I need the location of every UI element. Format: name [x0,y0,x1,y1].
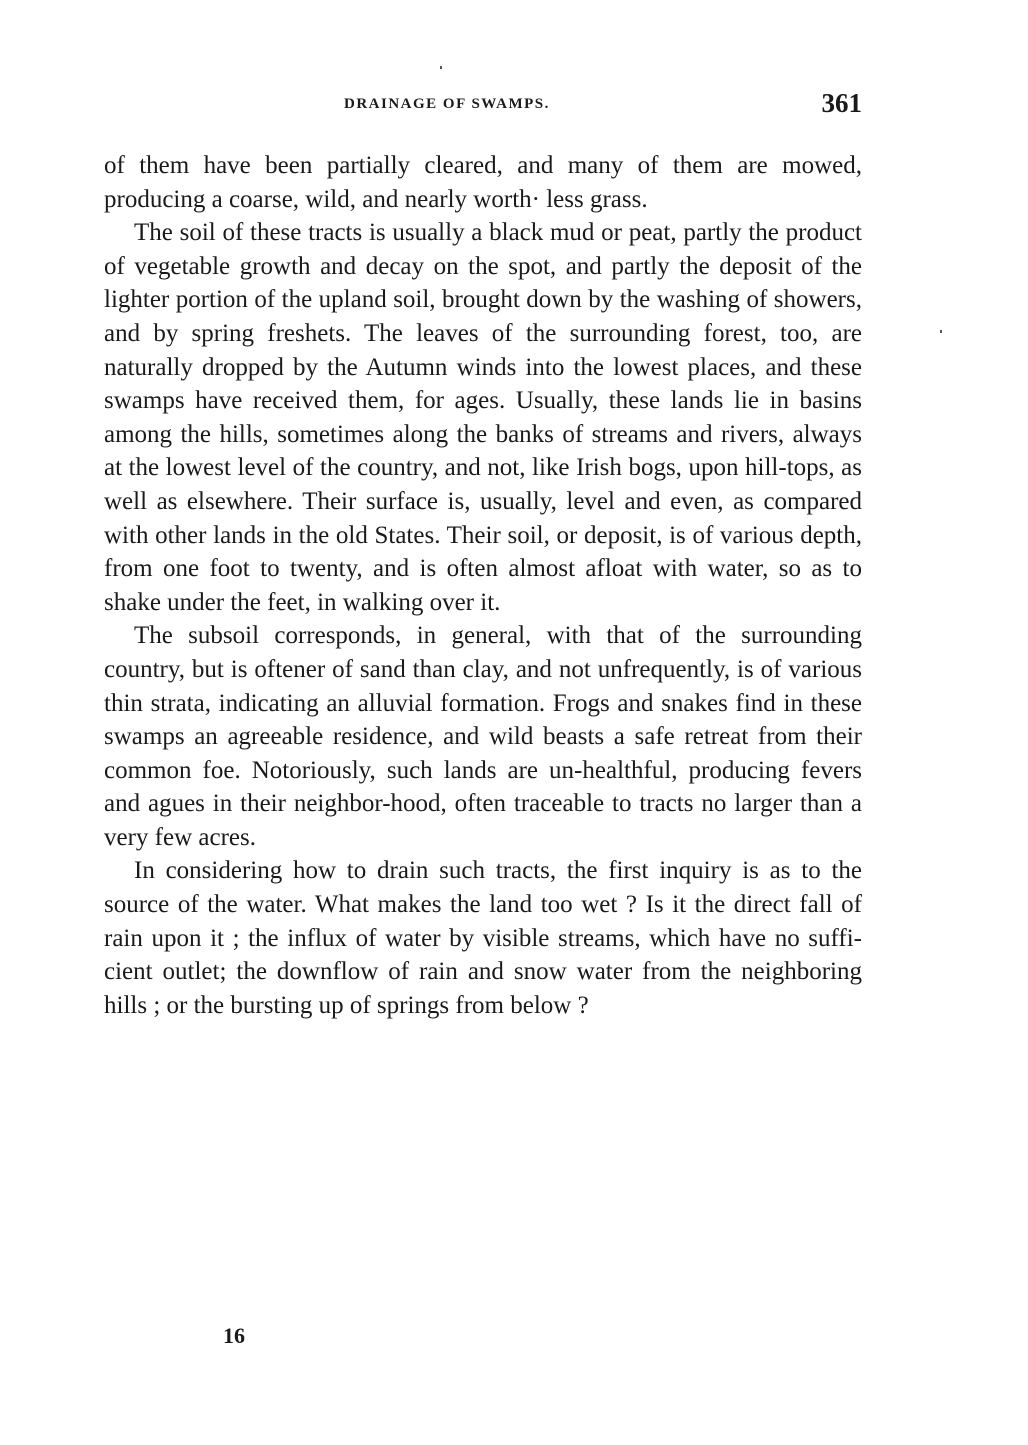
signature-mark: 16 [223,1323,245,1348]
running-head [104,88,862,128]
paragraph-soil: The soil of these tracts is usually a black mud or peat, partly the product of vegetable growth and decay on the spot, and partly the deposit of the lighter portion of the upland soil, brought down by the washing of showers, and by spring freshets. The leaves of the surrounding forest, too, are naturally dropped by the Autumn winds into the lowest places, and these swamps have received them, for ages. Usually, these lands lie in basins among the hills, sometimes along the banks of streams and rivers, always at the lowest level of the country, and not, like Irish bogs, upon hill-tops, as well as elsewhere. Their surface is, usually, level and even, as compared with other lands in the old States. Their soil, or deposit, is of various depth, from one foot to twenty, and is often almost afloat with water, so as to shake under the feet, in walking over it. [104,219,862,616]
paragraph-continuation: of them have been partially cleared, and many of them are mowed, producing a coarse, wild, and nearly worth· less grass. [104,152,862,213]
paragraph-source-of-water: In considering how to drain such tracts, the first inquiry is as to the source of the water. What makes the land too wet ? Is it the direct fall of rain upon it ; the influx of water by visible streams, which have no suffi-cient outlet; the downflow of rain and snow water from the neighboring hills ; or the bursting up of springs from below ? [104,857,862,1019]
paragraph-subsoil: The subsoil corresponds, in general, with that of the surrounding country, but is oftener of sand than clay, and not unfrequently, is of various thin strata, indicating an alluvial formation. Frogs and snakes find in these swamps an agreeable residence, and wild beasts a safe retreat from their common foe. Notoriously, such lands are un-healthful, producing fevers and agues in their neighbor-hood, often traceable to tracts no larger than a very few acres. [104,622,862,851]
body-text [104,149,862,1022]
print-speck [940,330,942,333]
running-title: DRAINAGE OF SWAMPS. [344,96,550,112]
print-speck [440,66,442,69]
page-number: 361 [821,88,862,118]
